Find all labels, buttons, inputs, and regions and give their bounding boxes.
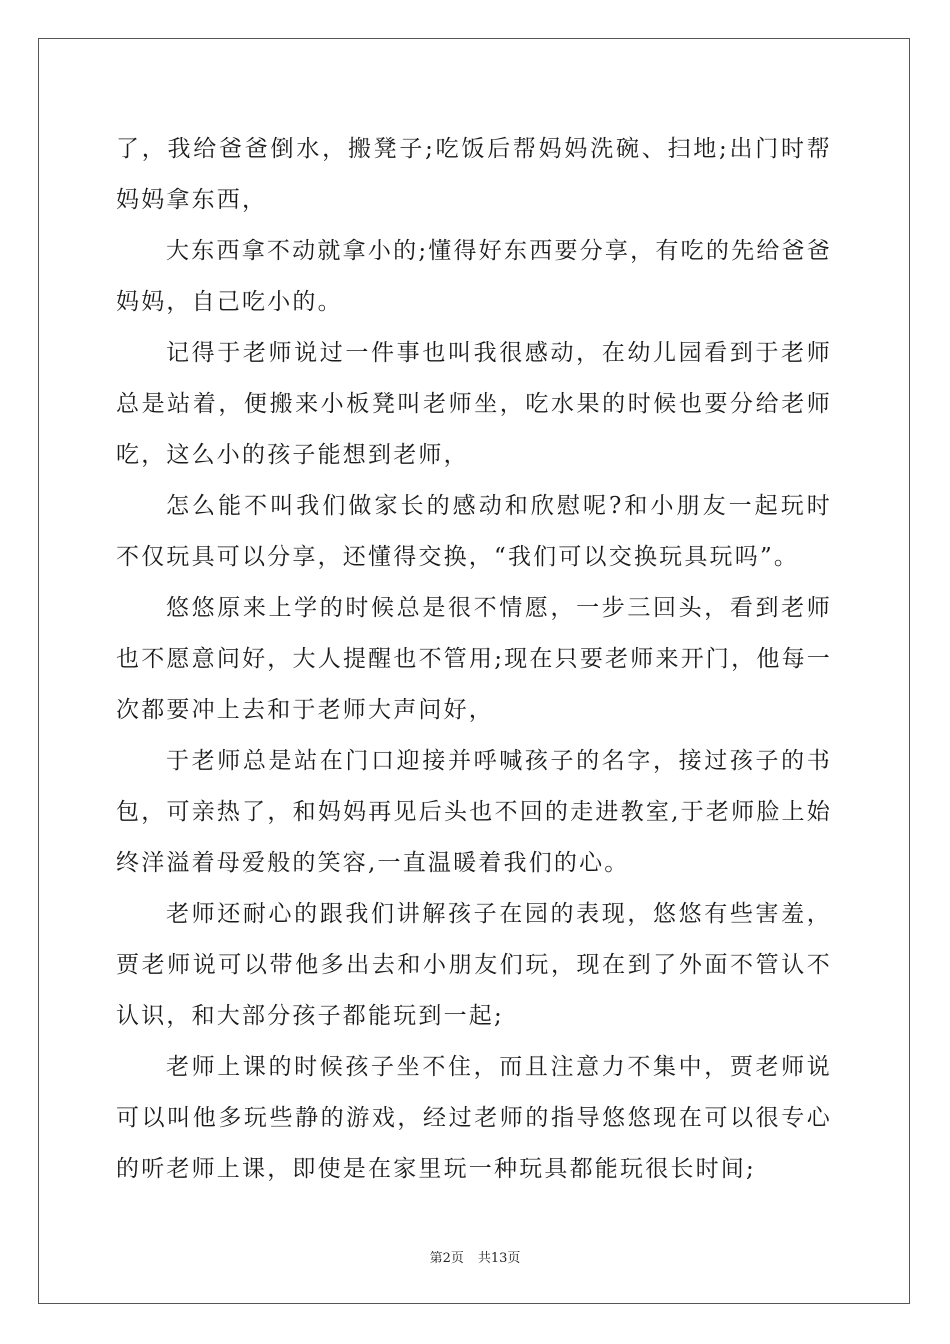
paragraph: 怎么能不叫我们做家长的感动和欣慰呢?和小朋友一起玩时不仅玩具可以分享，还懂得交换，“我们可以交换玩具玩吗”。 (116, 493, 832, 570)
page-total: 共13页 (477, 1251, 521, 1266)
page-number: 第2页 (429, 1251, 464, 1266)
paragraph: 大东西拿不动就拿小的;懂得好东西要分享，有吃的先给爸爸妈妈，自己吃小的。 (116, 238, 832, 315)
paragraph: 记得于老师说过一件事也叫我很感动，在幼儿园看到于老师总是站着，便搬来小板凳叫老师坐，吃水果的时候也要分给老师吃，这么小的孩子能想到老师， (116, 340, 832, 468)
page-footer (0, 1247, 950, 1266)
paragraph: 老师上课的时候孩子坐不住，而且注意力不集中，贾老师说可以叫他多玩些静的游戏，经过老师的指导悠悠现在可以很专心的听老师上课，即使是在家里玩一种玩具都能玩很长时间; (116, 1054, 832, 1182)
paragraph: 了，我给爸爸倒水，搬凳子;吃饭后帮妈妈洗碗、扫地;出门时帮妈妈拿东西， (116, 136, 832, 213)
paragraph: 老师还耐心的跟我们讲解孩子在园的表现，悠悠有些害羞，贾老师说可以带他多出去和小朋友们玩，现在到了外面不管认不认识，和大部分孩子都能玩到一起; (116, 901, 832, 1029)
paragraph: 悠悠原来上学的时候总是很不情愿，一步三回头，看到老师也不愿意问好，大人提醒也不管用;现在只要老师来开门，他每一次都要冲上去和于老师大声问好， (116, 595, 832, 723)
paragraph: 于老师总是站在门口迎接并呼喊孩子的名字，接过孩子的书包，可亲热了，和妈妈再见后头也不回的走进教室,于老师脸上始终洋溢着母爱般的笑容,一直温暖着我们的心。 (116, 748, 832, 876)
document-body (116, 124, 832, 1195)
